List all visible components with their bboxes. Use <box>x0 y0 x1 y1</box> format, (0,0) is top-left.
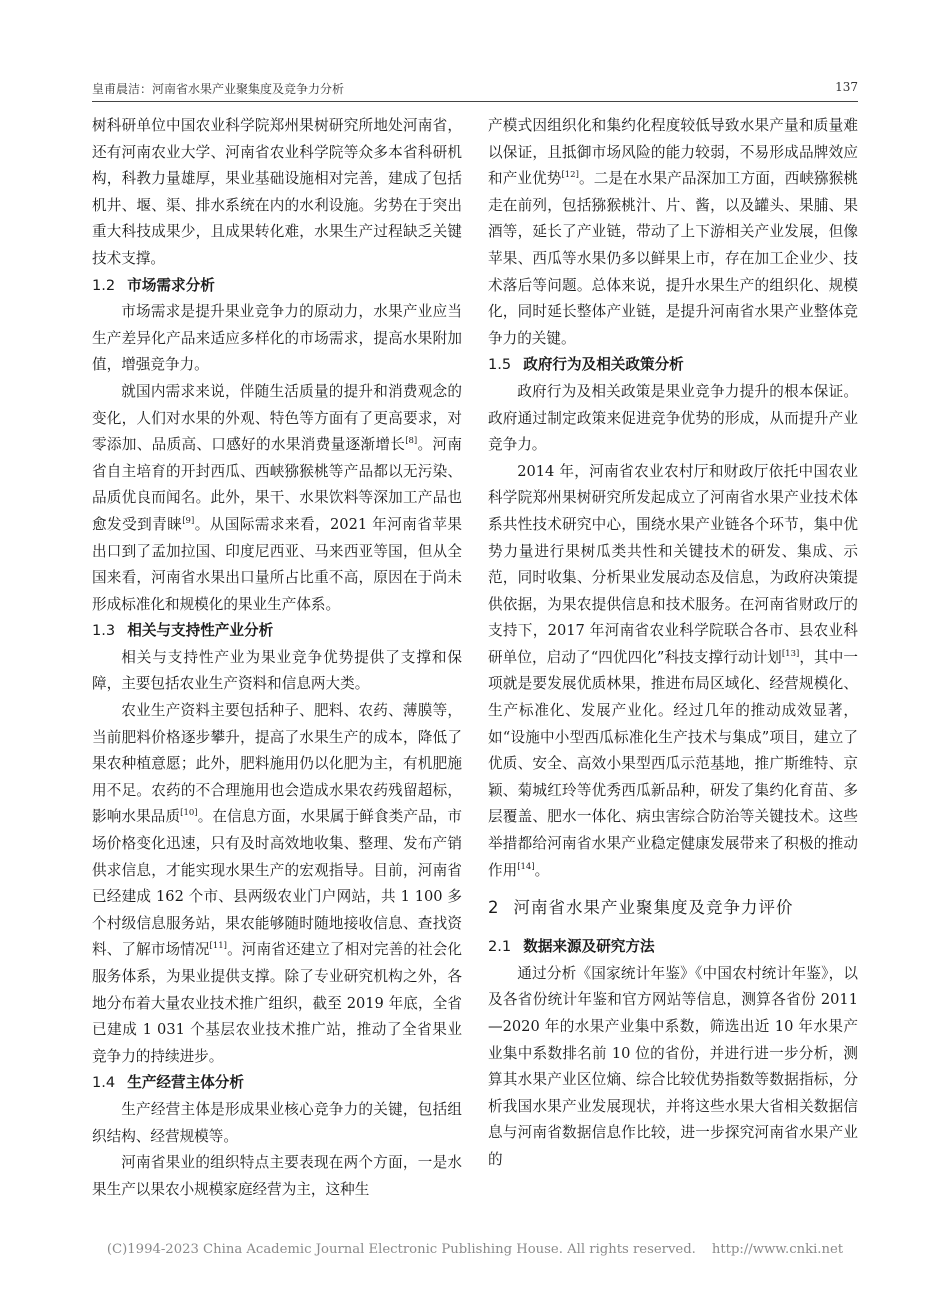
left-column <box>92 113 462 1203</box>
section-number: 1.5 <box>488 356 512 374</box>
section-number: 1.4 <box>92 1074 116 1092</box>
right-column <box>488 113 858 1174</box>
text-run: 产模式因组织化和集约化程度较低导致水果产量和质量难以保证，且抵御市场风险的能力较弱，不易形成品牌效应和产业优势 <box>488 117 858 188</box>
copyright-text: (C)1994-2023 China Academic Journal Electronic Publishing House. All rights reserved. <box>106 1242 696 1257</box>
citation-link[interactable]: [10] <box>180 808 198 819</box>
paragraph: 市场需求是提升果业竞争力的原动力，水果产业应当生产差异化产品来适应多样化的市场需求，提高水果附加值，增强竞争力。 <box>92 303 462 374</box>
paragraph: 河南省果业的组织特点主要表现在两个方面，一是水果生产以果农小规模家庭经营为主，这种生 <box>92 1154 462 1198</box>
text-run: 。河南省自主培育的开封西瓜、西峡猕猴桃等产品都以无污染、品质优良而闻名。此外，果干、水果饮料等深加工产品也愈发受到青睐 <box>92 436 462 533</box>
section-title: 数据来源及研究方法 <box>523 938 655 956</box>
section-title: 生产经营主体分析 <box>127 1074 244 1092</box>
section-heading-1-3 <box>92 618 462 645</box>
section-title: 政府行为及相关政策分析 <box>523 356 684 374</box>
citation-link[interactable]: [11] <box>209 941 227 952</box>
page-number: 137 <box>835 80 858 94</box>
section-number: 2.1 <box>488 938 512 956</box>
section-heading-1-2 <box>92 273 462 300</box>
citation-link[interactable]: [14] <box>517 861 535 872</box>
section-title: 相关与支持性产业分析 <box>127 622 274 640</box>
paragraph: 政府行为及相关政策是果业竞争力提升的根本保证。政府通过制定政策来促进竞争优势的形成，从而提升产业竞争力。 <box>488 382 858 454</box>
text-run: 就国内需求来说，伴随生活质量的提升和消费观念的变化，人们对水果的外观、特色等方面有了更高要求，对零添加、品质高、口感好的水果消费量逐渐增长 <box>92 382 462 454</box>
section-number: 1.3 <box>92 622 116 640</box>
text-run: 。 <box>534 861 550 879</box>
text-run: ，其中一项就是要发展优质林果，推进布局区域化、经营规模化、生产标准化、发展产业化。经过几年的推动成效显著，如“设施中小型西瓜标准化生产技术与集成”项目，建立了优质、安全、高效小果型西瓜示范基地，推广斯维特、京颖、菊城红玲等优秀西瓜新品种，研发了集约化育苗、多层覆盖、肥水一体化、病虫害综合防治等关键技术。这些举措都给河南省水果产业稳定健康发展带来了积极的推动作用 <box>488 648 858 879</box>
citation-link[interactable]: [9] <box>182 516 195 527</box>
paragraph <box>488 113 858 352</box>
citation-link[interactable]: [8] <box>405 436 418 447</box>
running-title: 皇甫晨洁：河南省水果产业聚集度及竞争力分析 <box>92 82 345 96</box>
paragraph: 通过分析《国家统计年鉴》《中国农村统计年鉴》，以及各省份统计年鉴和官方网站等信息，测算各省份 2011—2020 年的水果产业集中系数，筛选出近 10 年水果产业集中系数排名前 10 位的省份，并进行进一步分析，测算其水果产业区位熵、综合比较优势指数等数据指标，分析我国水果产业发展现状，并将这些水果大省相关数据信息与河南省数据信息作比较，进一步探究河南省水果产业的 <box>488 964 858 1168</box>
text-run: 。河南省还建立了相对完善的社会化服务体系，为果业提供支撑。除了专业研究机构之外，各地分布着大量农业技术推广组织，截至 2019 年底，全省已建成 1 031 个基层农业技术推广站，推动了全省果业竞争力的持续进步。 <box>92 941 462 1065</box>
section-heading-2-1 <box>488 934 858 961</box>
paragraph: 生产经营主体是形成果业核心竞争力的关键，包括组织结构、经营规模等。 <box>92 1100 462 1145</box>
section-number: 2 <box>488 898 500 918</box>
paragraph <box>92 698 462 1070</box>
section-title: 河南省水果产业聚集度及竞争力评价 <box>513 898 794 918</box>
section-heading-1-4 <box>92 1070 462 1097</box>
paragraph: 相关与支持性产业为果业竞争优势提供了支撑和保障，主要包括农业生产资料和信息两大类。 <box>92 648 462 693</box>
cnki-link[interactable]: http://www.cnki.net <box>711 1242 844 1257</box>
section-number: 1.2 <box>92 276 116 294</box>
paragraph: 树科研单位中国农业科学院郑州果树研究所地处河南省，还有河南农业大学、河南省农业科学院等众多本省科研机构，科教力量雄厚，果业基础设施相对完善，建成了包括机井、堰、渠、排水系统在内的水利设施。劣势在于突出重大科技成果少，且成果转化难，水果生产过程缺乏关键技术支撑。 <box>92 117 462 267</box>
section-title: 市场需求分析 <box>127 276 215 294</box>
section-heading-1-5 <box>488 352 858 379</box>
paragraph <box>488 459 858 885</box>
text-run: 。在信息方面，水果属于鲜食类产品，市场价格变化迅速，只有及时高效地收集、整理、发布产销供求信息，才能实现水果生产的宏观指导。目前，河南省已经建成 162 个市、县两级农业门户网站，共 1 100 多个村级信息服务站，果农能够随时随地接收信息、查找资料、了解市场情况 <box>92 808 462 959</box>
text-run: 农业生产资料主要包括种子、肥料、农药、薄膜等，当前肥料价格逐步攀升，提高了水果生产的成本，降低了果农种植意愿；此外，肥料施用仍以化肥为主，有机肥施用不足。农药的不合理施用也会造成水果农药残留超标，影响水果品质 <box>92 702 462 826</box>
citation-link[interactable]: [12] <box>561 170 579 181</box>
text-run: 。二是在水果产品深加工方面，西峡猕猴桃走在前列，包括猕猴桃汁、片、酱，以及罐头、果脯、果酒等，延长了产业链，带动了上下游相关产业发展，但像苹果、西瓜等水果仍多以鲜果上市，存在加工企业少、技术落后等问题。总体来说，提升水果生产的组织化、规模化，同时延长整体产业链，是提升河南省水果产业整体竞争力的关键。 <box>488 170 858 347</box>
copyright-footer <box>0 1242 950 1257</box>
running-header <box>92 80 858 102</box>
paragraph <box>92 379 462 618</box>
text-run: 。从国际需求来看，2021 年河南省苹果出口到了孟加拉国、印度尼西亚、马来西亚等国，但从全国来看，河南省水果出口量所占比重不高，原因在于尚未形成标准化和规模化的果业生产体系。 <box>92 515 462 613</box>
section-heading-2 <box>488 894 858 922</box>
text-run: 2014 年，河南省农业农村厅和财政厅依托中国农业科学院郑州果树研究所发起成立了河南省水果产业技术体系共性技术研究中心，围绕水果产业链各个环节，集中优势力量进行果树瓜类共性和关键技术的研发、集成、示范，同时收集、分析果业发展动态及信息，为政府决策提供依据，为果农提供信息和技术服务。在河南省财政厅的支持下，2017 年河南省农业科学院联合各市、县农业科研单位，启动了“四优四化”科技支撑行动计划 <box>488 462 858 666</box>
header-rule <box>92 101 858 102</box>
citation-link[interactable]: [13] <box>781 649 800 660</box>
